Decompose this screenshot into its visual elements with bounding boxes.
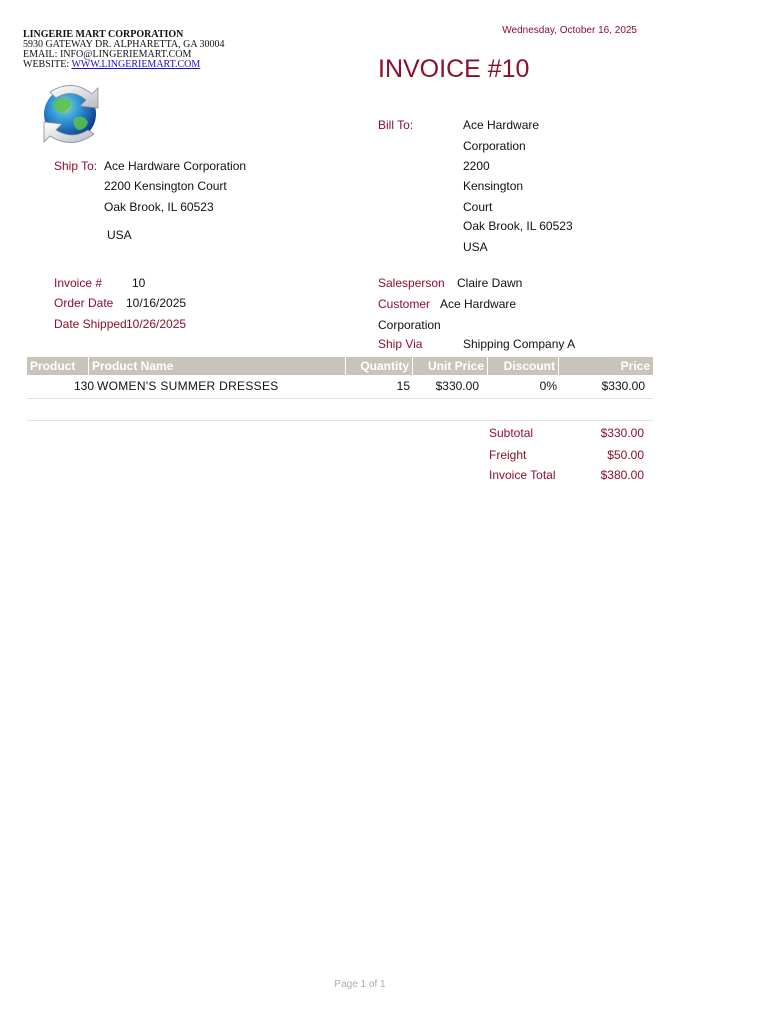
cell-unit-price: $330.00 — [435, 379, 479, 393]
cell-product-id: 130 — [73, 379, 94, 393]
ship-to-line-2: 2200 Kensington Court — [104, 179, 227, 193]
table-row — [27, 376, 653, 396]
company-website-line — [23, 60, 200, 70]
column-header-discount: Discount — [488, 357, 559, 375]
column-header-product-name: Product Name — [89, 357, 346, 375]
globe-arrows-icon — [38, 74, 106, 154]
totals-divider — [27, 420, 653, 421]
invoice-total-label: Invoice Total — [489, 468, 556, 482]
invoice-number-value: 10 — [132, 276, 146, 290]
column-header-quantity: Quantity — [346, 357, 413, 375]
order-date-label: Order Date — [54, 296, 114, 310]
cell-price: $330.00 — [601, 379, 645, 393]
cell-quantity: 15 — [396, 379, 410, 393]
company-address: 5930 GATEWAY DR. ALPHARETTA, GA 30004 — [23, 39, 225, 50]
date-shipped-label: Date Shipped — [54, 317, 127, 331]
bill-to-label: Bill To: — [378, 118, 414, 132]
bill-to-line-2: Corporation — [463, 139, 526, 153]
ship-via-value: Shipping Company A — [463, 337, 576, 351]
bill-to-line-7: USA — [463, 240, 488, 254]
bill-to-line-5: Court — [463, 200, 493, 214]
bill-to-line-6: Oak Brook, IL 60523 — [463, 219, 573, 233]
freight-label: Freight — [489, 448, 527, 462]
company-name: LINGERIE MART CORPORATION — [23, 29, 184, 40]
row-divider — [27, 398, 653, 399]
ship-to-label: Ship To: — [54, 159, 98, 173]
page-number: Page 1 of 1 — [334, 979, 386, 990]
cell-discount: 0% — [539, 379, 557, 393]
customer-value-cont: Corporation — [378, 318, 441, 332]
company-website-label: WEBSITE: — [23, 59, 72, 70]
ship-to-line-4: USA — [107, 228, 132, 242]
invoice-total-value: $380.00 — [600, 468, 644, 482]
ship-to-line-3: Oak Brook, IL 60523 — [104, 200, 214, 214]
subtotal-label: Subtotal — [489, 426, 534, 440]
bill-to-line-1: Ace Hardware — [463, 118, 540, 132]
salesperson-label: Salesperson — [378, 276, 445, 290]
salesperson-value: Claire Dawn — [457, 276, 523, 290]
company-website-link[interactable]: WWW.LINGERIEMART.COM — [71, 59, 201, 70]
column-header-product-id: Product ID — [27, 357, 89, 375]
customer-value: Ace Hardware — [440, 297, 517, 311]
ship-via-label: Ship Via — [378, 337, 423, 351]
cell-product-name: WOMEN'S SUMMER DRESSES — [97, 379, 279, 393]
column-header-unit-price: Unit Price — [413, 357, 488, 375]
invoice-title: INVOICE #10 — [378, 55, 530, 83]
freight-value: $50.00 — [607, 448, 644, 462]
column-header-price: Price — [620, 359, 650, 373]
order-date-value: 10/16/2025 — [126, 296, 187, 310]
customer-label: Customer — [378, 297, 431, 311]
invoice-number-label: Invoice # — [54, 276, 103, 290]
ship-to-line-1: Ace Hardware Corporation — [104, 159, 247, 173]
date-shipped-value: 10/26/2025 — [126, 317, 187, 331]
bill-to-line-3: 2200 — [463, 159, 490, 173]
subtotal-value: $330.00 — [600, 426, 644, 440]
document-date: Wednesday, October 16, 2025 — [502, 25, 637, 36]
company-email: EMAIL: INFO@LINGERIEMART.COM — [23, 49, 192, 60]
bill-to-line-4: Kensington — [463, 179, 524, 193]
